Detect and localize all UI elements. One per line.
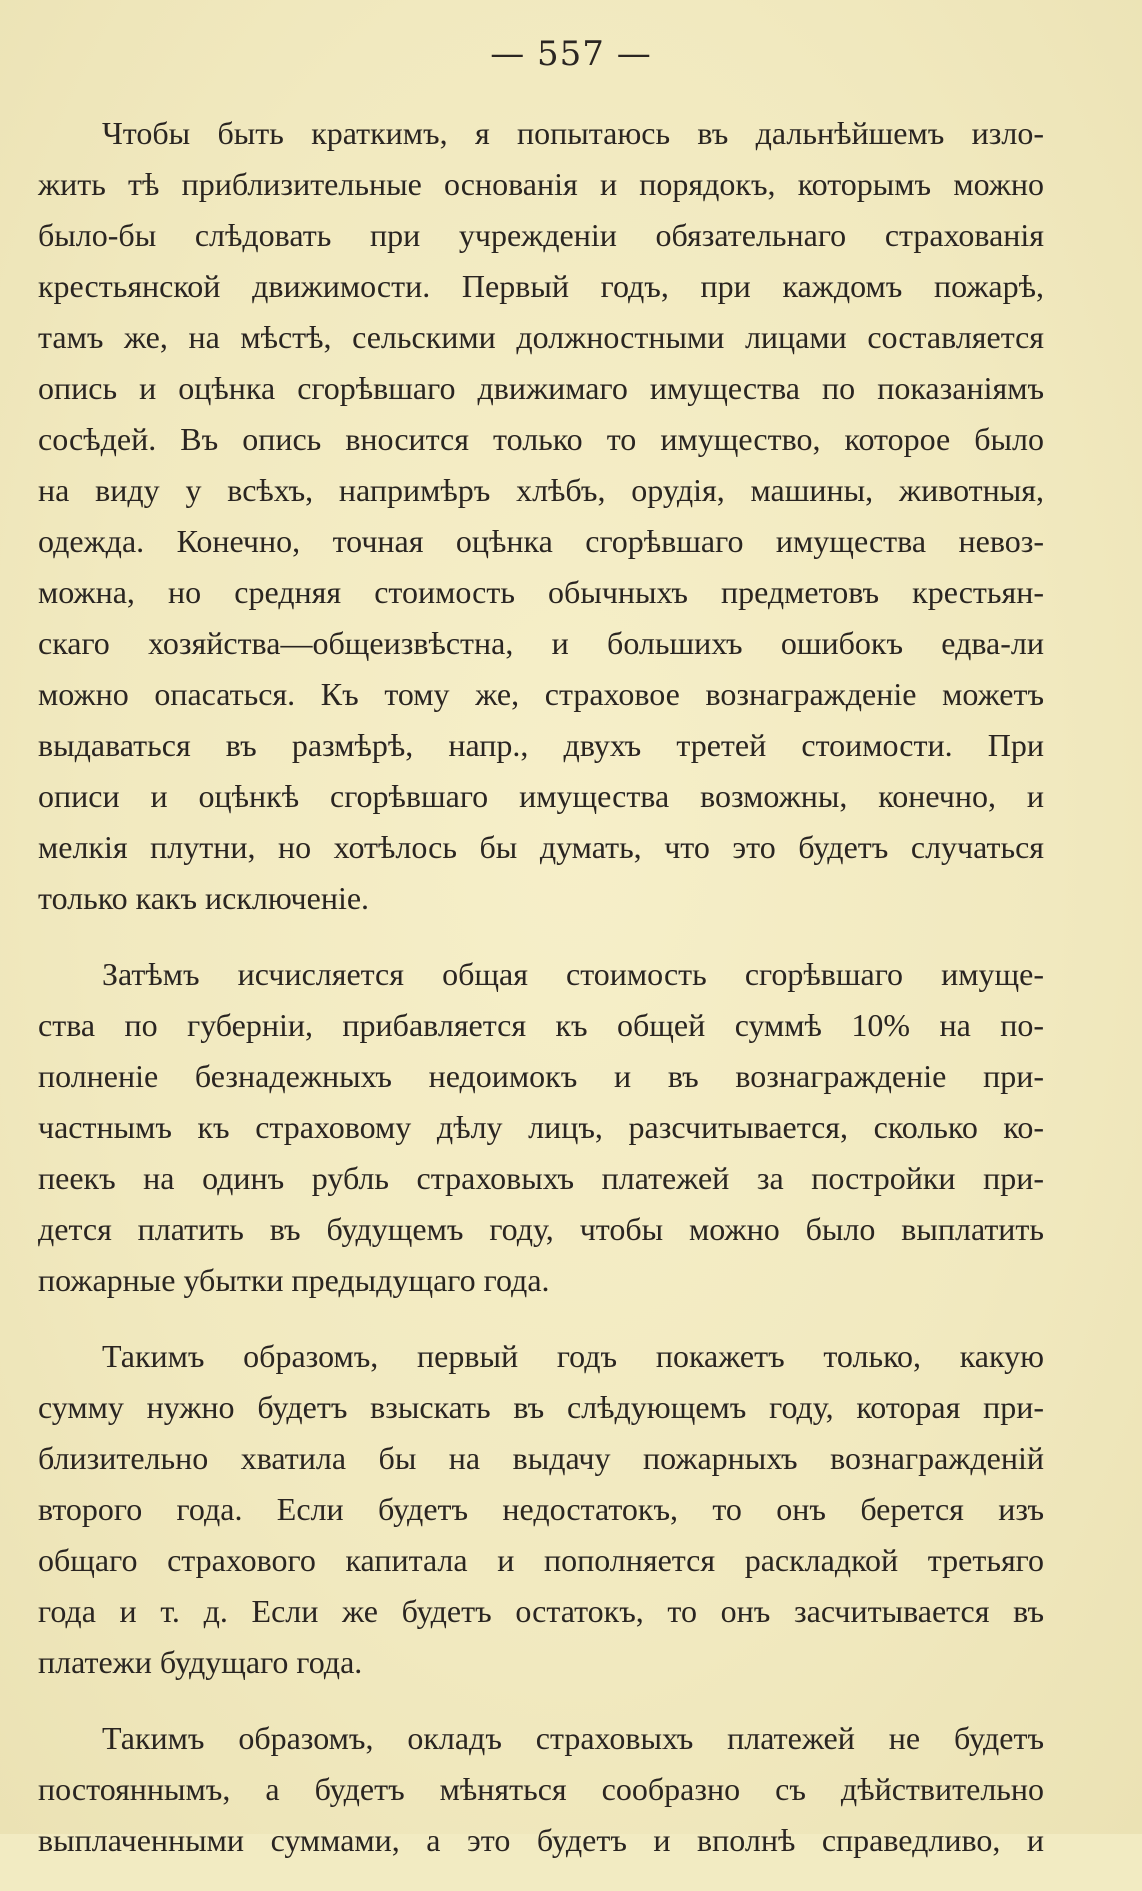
text-line: пеекъ на одинъ рубль страховыхъ платежей за постройки при- bbox=[38, 1160, 1044, 1196]
text-line: года и т. д. Если же будетъ остатокъ, то онъ засчитывается въ bbox=[38, 1593, 1044, 1629]
paragraph bbox=[38, 1331, 1044, 1688]
text-line: одежда. Конечно, точная оцѣнка сгорѣвшаго имущества невоз- bbox=[38, 523, 1044, 559]
text-line: только какъ исключеніе. bbox=[38, 880, 370, 916]
text-line: описи и оцѣнкѣ сгорѣвшаго имущества возможны, конечно, и bbox=[38, 778, 1044, 814]
text-line: дется платить въ будущемъ году, чтобы можно было выплатить bbox=[38, 1211, 1044, 1247]
text-line: выплаченными суммами, а это будетъ и вполнѣ справедливо, и bbox=[38, 1822, 1044, 1858]
text-line: постояннымъ, а будетъ мѣняться сообразно съ дѣйствительно bbox=[38, 1771, 1044, 1807]
paragraph bbox=[38, 108, 1044, 924]
text-line: платежи будущаго года. bbox=[38, 1644, 363, 1680]
text-line: частнымъ къ страховому дѣлу лицъ, разсчитывается, сколько ко- bbox=[38, 1109, 1044, 1145]
text-line: близительно хватила бы на выдачу пожарныхъ вознагражденій bbox=[38, 1440, 1044, 1476]
text-line: опись и оцѣнка сгорѣвшаго движимаго имущества по показаніямъ bbox=[38, 370, 1044, 406]
text-line: сосѣдей. Въ опись вносится только то имущество, которое было bbox=[38, 421, 1044, 457]
text-line: выдаваться въ размѣрѣ, напр., двухъ третей стоимости. При bbox=[38, 727, 1044, 763]
text-line: сумму нужно будетъ взыскать въ слѣдующемъ году, которая при- bbox=[38, 1389, 1044, 1425]
text-line: на виду у всѣхъ, напримѣръ хлѣбъ, орудія, машины, животныя, bbox=[38, 472, 1044, 508]
text-line: крестьянской движимости. Первый годъ, при каждомъ пожарѣ, bbox=[38, 268, 1044, 304]
text-line: мелкія плутни, но хотѣлось бы думать, что это будетъ случаться bbox=[38, 829, 1044, 865]
body-text bbox=[38, 108, 1044, 1891]
page-number: — 557 — bbox=[490, 34, 652, 74]
text-line: Такимъ образомъ, окладъ страховыхъ платежей не будетъ bbox=[102, 1720, 1044, 1756]
text-line: Такимъ образомъ, первый годъ покажетъ только, какую bbox=[102, 1338, 1044, 1374]
paragraph bbox=[38, 949, 1044, 1306]
text-line: полненіе безнадежныхъ недоимокъ и въ вознагражденіе при- bbox=[38, 1058, 1044, 1094]
text-line: второго года. Если будетъ недостатокъ, то онъ берется изъ bbox=[38, 1491, 1044, 1527]
text-line: ства по губерніи, прибавляется къ общей суммѣ 10% на по- bbox=[38, 1007, 1044, 1043]
paragraph bbox=[38, 1713, 1044, 1866]
text-line: жить тѣ приблизительные основанія и порядокъ, которымъ можно bbox=[38, 166, 1044, 202]
text-line: пожарные убытки предыдущаго года. bbox=[38, 1262, 550, 1298]
text-line: было-бы слѣдовать при учрежденіи обязательнаго страхованія bbox=[38, 217, 1044, 253]
text-line: Чтобы быть краткимъ, я попытаюсь въ дальнѣйшемъ изло- bbox=[102, 115, 1044, 151]
text-line: можно опасаться. Къ тому же, страховое вознагражденіе можетъ bbox=[38, 676, 1044, 712]
text-line: скаго хозяйства—общеизвѣстна, и большихъ ошибокъ едва-ли bbox=[38, 625, 1044, 661]
text-line: можна, но средняя стоимость обычныхъ предметовъ крестьян- bbox=[38, 574, 1044, 610]
text-line: Затѣмъ исчисляется общая стоимость сгорѣвшаго имуще- bbox=[102, 956, 1044, 992]
text-line: общаго страхового капитала и пополняется раскладкой третьяго bbox=[38, 1542, 1044, 1578]
text-line: тамъ же, на мѣстѣ, сельскими должностными лицами составляется bbox=[38, 319, 1044, 355]
